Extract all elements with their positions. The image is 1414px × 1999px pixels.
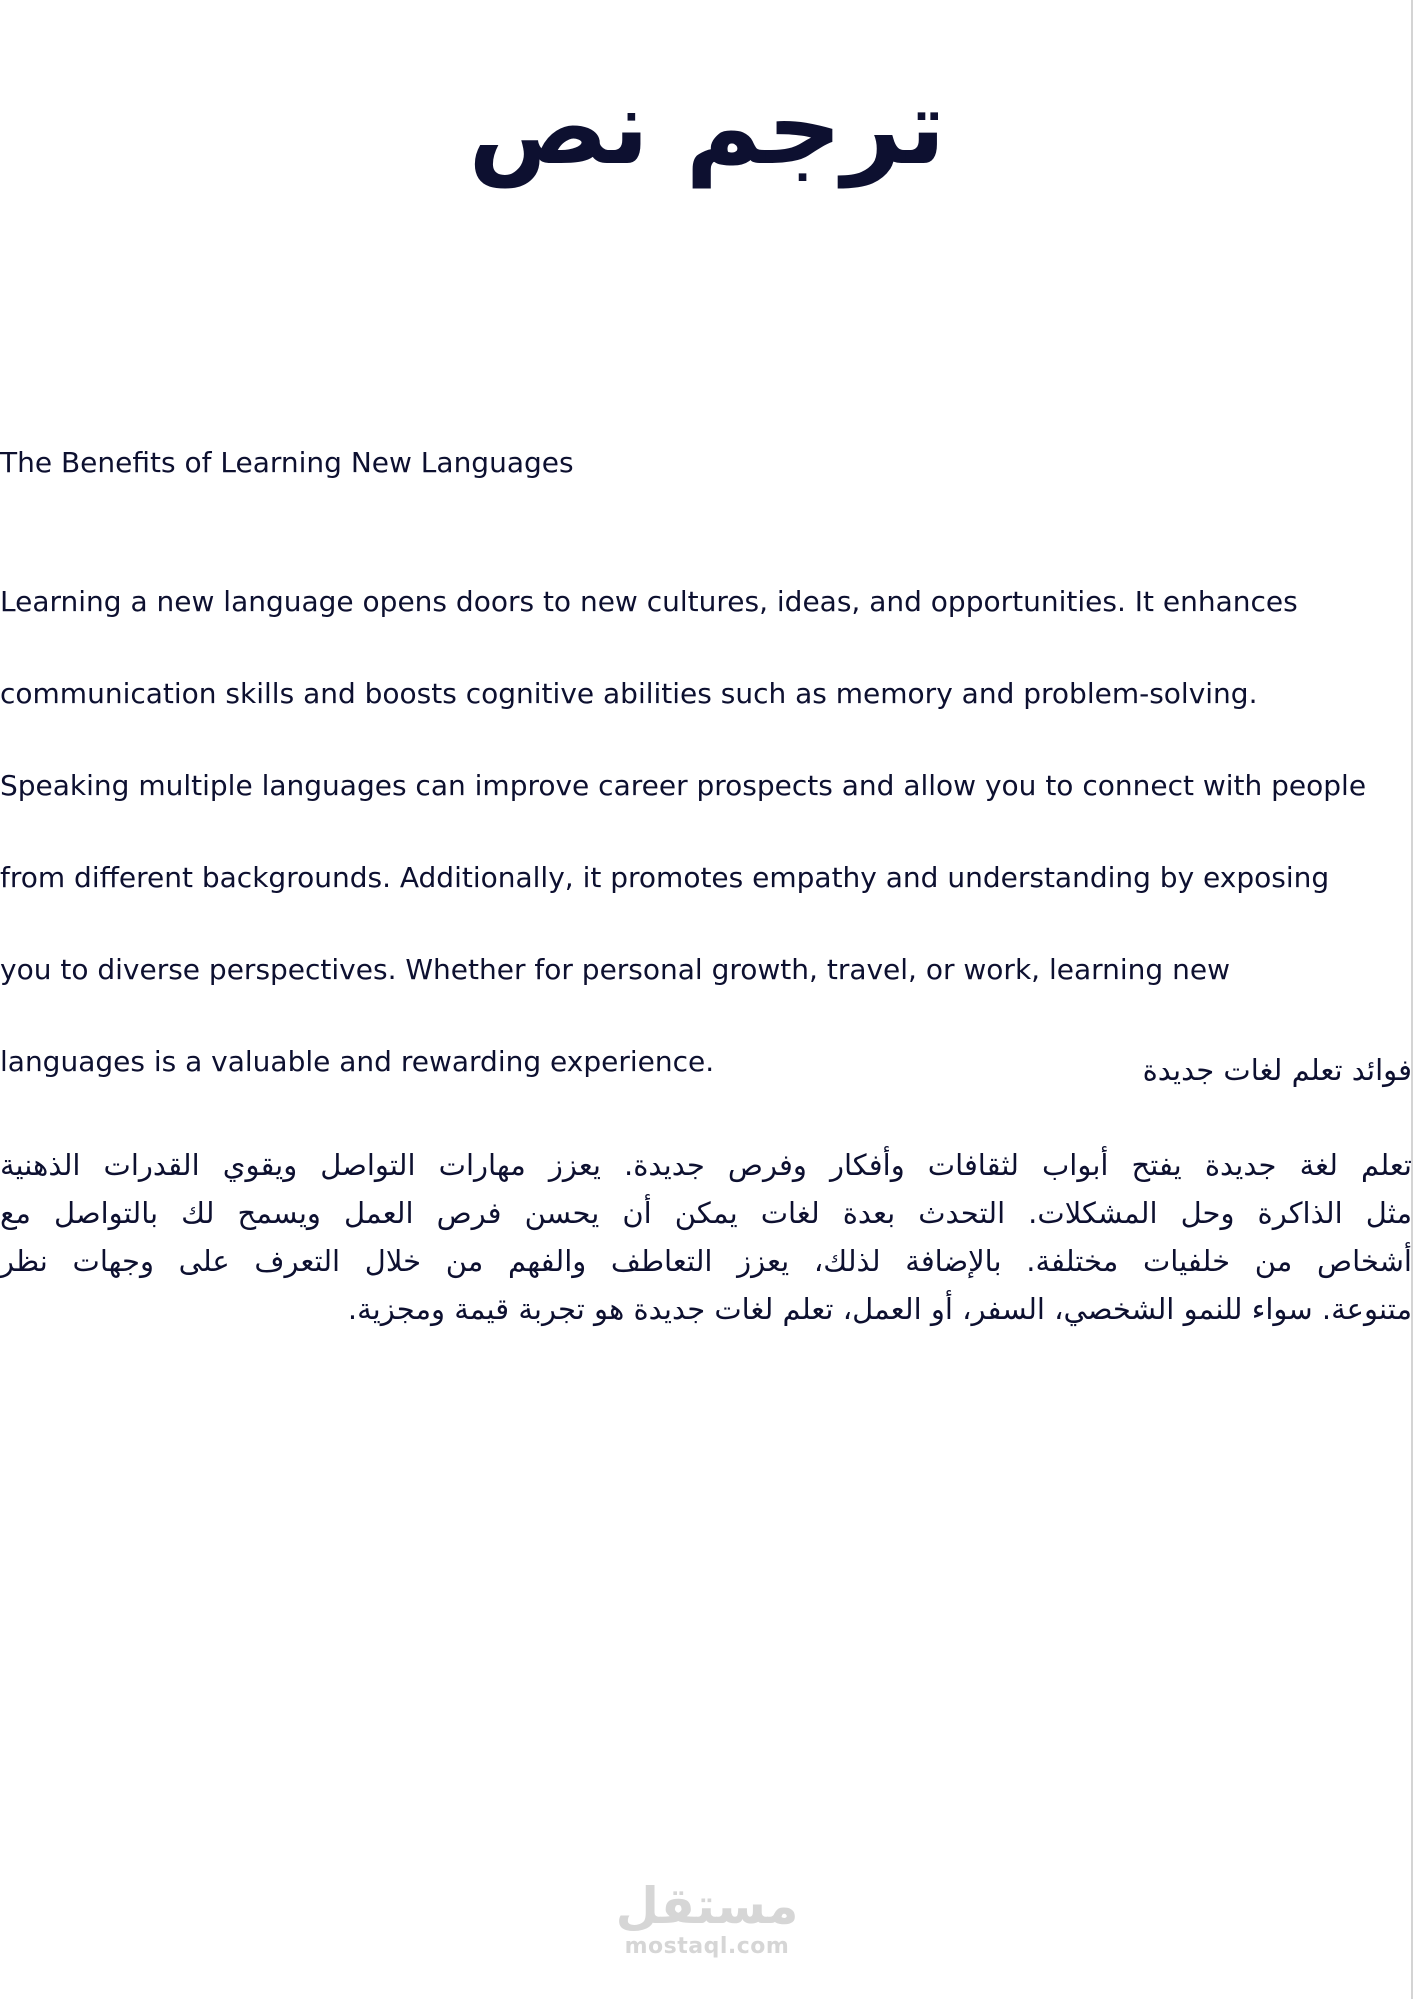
arabic-line: أشخاص من خلفيات مختلفة. بالإضافة لذلك، يعزز التعاطف والفهم من خلال التعرف على وجهات نظر [0,1244,1412,1278]
watermark-arabic-logo: مستقل [615,1877,799,1935]
english-heading: The Benefits of Learning New Languages [0,446,574,479]
english-section [0,440,1412,1085]
english-line: you to diverse perspectives. Whether for personal growth, travel, or work, learning new [0,953,1230,986]
arabic-line: تعلم لغة جديدة يفتح أبواب لثقافات وأفكار وفرص جديدة. يعزز مهارات التواصل ويقوي القدرات الذهنية [0,1148,1412,1182]
arabic-section [0,1046,1412,1333]
english-paragraph [0,533,1412,1085]
mostaql-watermark [612,1878,802,1960]
english-line: Speaking multiple languages can improve career prospects and allow you to connect with people [0,769,1367,802]
watermark-latin-logo: mostaql.com [624,1934,790,1959]
english-line: Learning a new language opens doors to new cultures, ideas, and opportunities. It enhances [0,585,1298,618]
arabic-heading: فوائد تعلم لغات جديدة [1142,1053,1412,1087]
arabic-line: مثل الذاكرة وحل المشكلات. التحدث بعدة لغات يمكن أن يحسن فرص العمل ويسمح لك بالتواصل مع [0,1196,1412,1230]
page-title: ترجم نص [468,66,946,188]
arabic-paragraph [0,1141,1412,1333]
english-line: from different backgrounds. Additionally, it promotes empathy and understanding by exposing [0,861,1330,894]
english-line: communication skills and boosts cognitive abilities such as memory and problem-solving. [0,677,1258,710]
english-line: languages is a valuable and rewarding experience. [0,1045,715,1078]
arabic-line: متنوعة. سواء للنمو الشخصي، السفر، أو العمل، تعلم لغات جديدة هو تجربة قيمة ومجزية. [347,1292,1412,1326]
